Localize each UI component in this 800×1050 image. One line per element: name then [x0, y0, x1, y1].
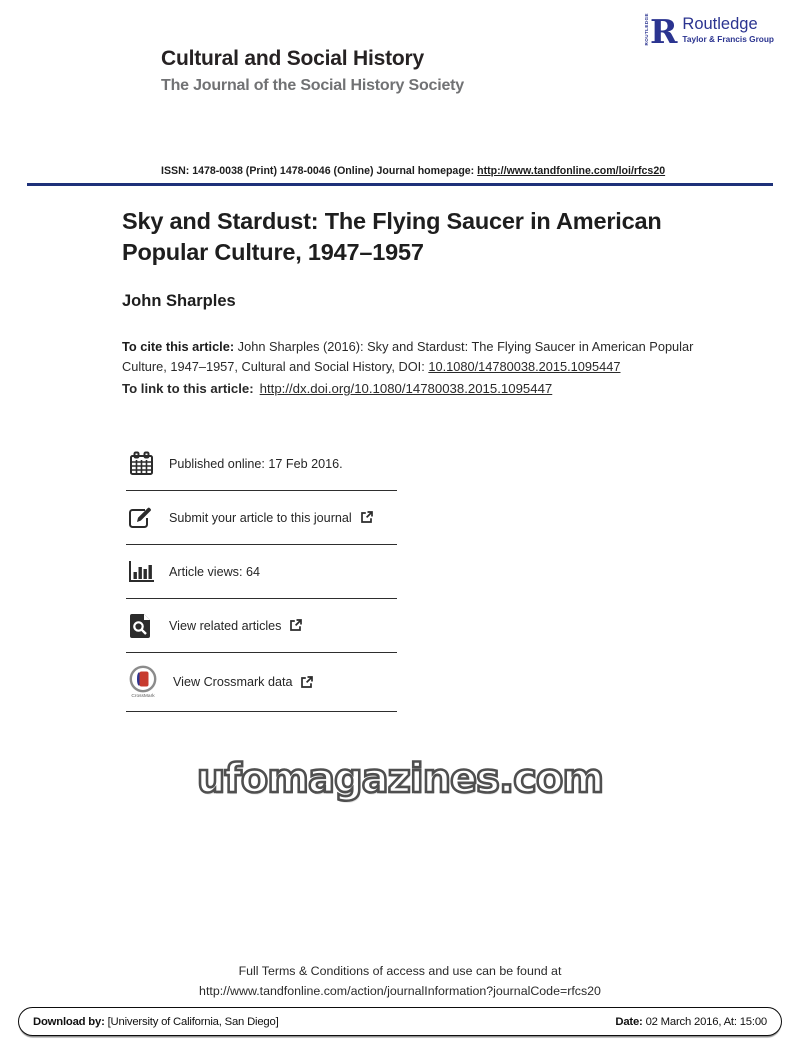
article-views-label: Article views: 64: [169, 564, 260, 579]
publisher-group: Taylor & Francis Group: [682, 34, 774, 45]
crossmark-caption: CrossMark: [131, 694, 155, 699]
date-label: Date:: [615, 1015, 643, 1028]
related-articles-label[interactable]: View related articles: [169, 619, 302, 633]
issn-line: [161, 165, 665, 177]
external-link-icon: [300, 676, 313, 689]
terms-footer: [0, 962, 800, 1002]
publisher-name: Routledge: [682, 15, 758, 33]
issn-text: ISSN: 1478-0038 (Print) 1478-0046 (Online) Journal homepage:: [161, 165, 478, 177]
article-title: Sky and Stardust: The Flying Saucer in American Popular Culture, 1947–1957: [122, 208, 662, 265]
cite-text: John Sharples (2016): Sky and Stardust: The Flying Saucer in American Popular Culture, 1947–1957, Cultural and Social History, DOI:: [122, 339, 694, 375]
download-by-label: Download by:: [33, 1015, 105, 1028]
watermark-text: ufomagazines.com: [196, 756, 604, 802]
crossmark-label[interactable]: View Crossmark data: [173, 675, 313, 689]
external-link-icon: [360, 511, 373, 524]
routledge-r-mark: [644, 12, 678, 52]
journal-homepage-link[interactable]: http://www.tandfonline.com/loi/rfcs20: [477, 165, 666, 177]
header-divider: [27, 183, 773, 186]
external-link-icon: [289, 619, 302, 632]
terms-line1: Full Terms & Conditions of access and use can be found at: [238, 964, 562, 978]
journal-header: [161, 47, 464, 95]
published-online-row: [126, 437, 397, 491]
crossmark-row[interactable]: [126, 653, 397, 712]
submit-pencil-icon: [126, 506, 156, 530]
cite-doi-link[interactable]: 10.1080/14780038.2015.1095447: [428, 359, 621, 375]
date-value: 02 March 2016, At: 15:00: [645, 1015, 767, 1028]
routledge-vertical-text: ROUTLEDGE: [644, 13, 650, 46]
related-articles-row[interactable]: [126, 599, 397, 653]
cite-paragraph: [122, 337, 700, 378]
submit-article-label[interactable]: Submit your article to this journal: [169, 511, 373, 525]
routledge-r-letter: R: [649, 12, 678, 52]
article-views-row: [126, 545, 397, 599]
download-by-value: [University of California, San Diego]: [107, 1015, 279, 1028]
link-label: To link to this article:: [122, 381, 254, 396]
routledge-logo: [644, 12, 774, 52]
journal-title: Cultural and Social History: [161, 47, 424, 70]
article-doi-link[interactable]: http://dx.doi.org/10.1080/14780038.2015.1095447: [259, 381, 553, 396]
article-author: John Sharples: [122, 292, 236, 310]
download-date: [615, 1016, 767, 1028]
link-paragraph: [122, 381, 552, 396]
download-by: [33, 1016, 279, 1028]
published-online-label: Published online: 17 Feb 2016.: [169, 456, 343, 471]
crossmark-icon: [126, 665, 160, 699]
terms-url-link[interactable]: http://www.tandfonline.com/action/journalInformation?journalCode=rfcs20: [199, 983, 601, 998]
journal-subtitle: The Journal of the Social History Society: [161, 77, 464, 94]
submit-article-row[interactable]: [126, 491, 397, 545]
calendar-icon: [126, 451, 156, 477]
cite-label: To cite this article:: [122, 339, 235, 354]
bar-chart-icon: [126, 560, 156, 584]
action-list: [126, 437, 397, 712]
related-articles-icon: [126, 613, 156, 639]
download-info-bar: [18, 1007, 782, 1036]
